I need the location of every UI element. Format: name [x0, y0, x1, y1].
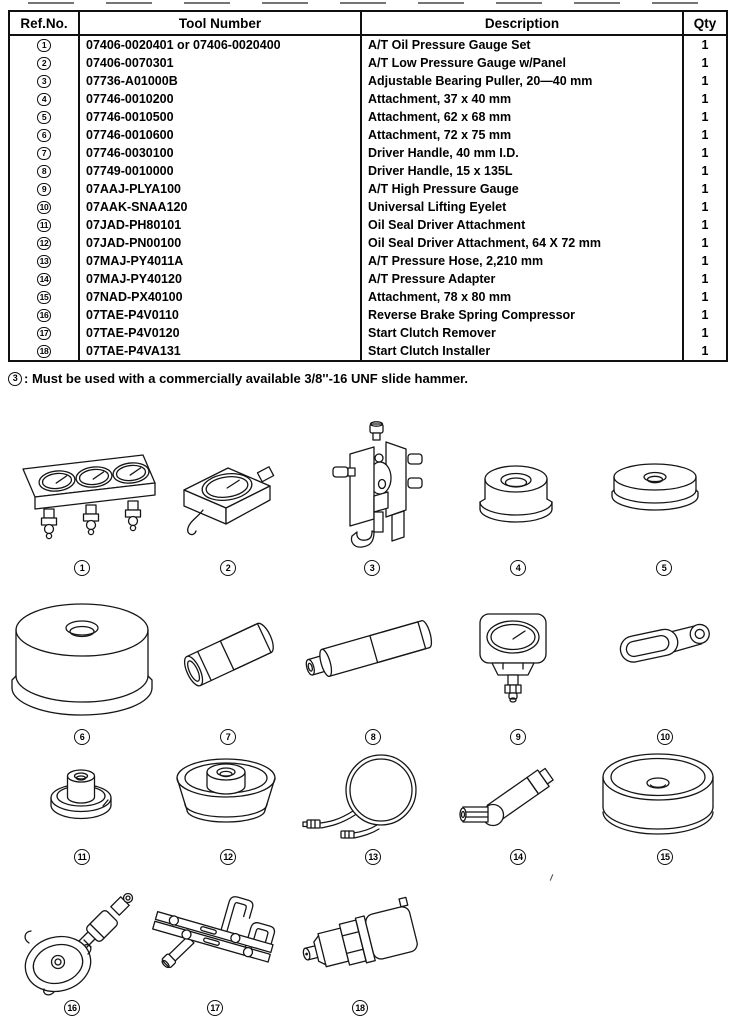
tool-qty: 1 [683, 126, 727, 144]
ref-badge: 3 [37, 75, 51, 89]
tool-qty: 1 [683, 54, 727, 72]
ref-badge: 1 [37, 39, 51, 53]
tool-description: Driver Handle, 40 mm I.D. [361, 144, 683, 162]
figure-11-label: 11 [74, 849, 90, 865]
table-row [9, 324, 727, 342]
oil-seal-driver-attachment-drawing [44, 756, 118, 828]
ref-badge: 10 [37, 201, 51, 215]
ref-badge: 13 [37, 255, 51, 269]
figure-2-label: 2 [220, 560, 236, 576]
tool-number: 07JAD-PH80101 [79, 216, 361, 234]
start-clutch-installer-drawing [296, 893, 422, 990]
ref-badge: 18 [37, 345, 51, 359]
special-tools-table [8, 10, 728, 362]
tool-description: Start Clutch Remover [361, 324, 683, 342]
figure-16-label: 16 [64, 1000, 80, 1016]
ref-badge: 14 [37, 273, 51, 287]
ref-badge: 17 [37, 327, 51, 341]
figure-18-label: 18 [352, 1000, 368, 1016]
figure-8-label: 8 [365, 729, 381, 745]
scan-stray-mark [550, 874, 554, 881]
figure-11-oil-seal-driver-attachment [44, 756, 118, 828]
ref-badge: 9 [37, 183, 51, 197]
figure-13-label: 13 [365, 849, 381, 865]
start-clutch-remover-drawing [146, 884, 280, 1002]
tool-qty: 1 [683, 162, 727, 180]
tool-number: 07MAJ-PY40120 [79, 270, 361, 288]
table-row [9, 72, 727, 90]
table-row [9, 162, 727, 180]
table-header-row [9, 11, 727, 35]
tool-number: 07AAJ-PLYA100 [79, 180, 361, 198]
figure-3-label: 3 [364, 560, 380, 576]
figure-14-at-pressure-adapter [458, 754, 568, 844]
tool-qty: 1 [683, 234, 727, 252]
ref-badge: 5 [37, 111, 51, 125]
tool-qty: 1 [683, 72, 727, 90]
adjustable-bearing-puller-drawing [330, 420, 426, 560]
tool-qty: 1 [683, 306, 727, 324]
figure-3-adjustable-bearing-puller [330, 420, 426, 560]
tool-description: Start Clutch Installer [361, 342, 683, 361]
table-row [9, 288, 727, 306]
figure-4-label: 4 [510, 560, 526, 576]
tool-number: 07AAK-SNAA120 [79, 198, 361, 216]
ref-badge: 11 [37, 219, 51, 233]
tool-qty: 1 [683, 180, 727, 198]
figure-17-start-clutch-remover [146, 884, 280, 1002]
tool-description: Attachment, 72 x 75 mm [361, 126, 683, 144]
footnote [8, 371, 468, 386]
attachment-37x40-drawing [476, 455, 556, 543]
tool-description: Attachment, 78 x 80 mm [361, 288, 683, 306]
tool-number: 07TAE-P4VA131 [79, 342, 361, 361]
tool-number: 07749-0010000 [79, 162, 361, 180]
tool-number: 07MAJ-PY4011A [79, 252, 361, 270]
figure-7-driver-handle-40mm [170, 604, 286, 706]
table-row [9, 306, 727, 324]
tool-description: A/T Pressure Hose, 2,210 mm [361, 252, 683, 270]
figure-8-driver-handle-15x135 [294, 596, 440, 706]
tool-qty: 1 [683, 144, 727, 162]
oil-seal-driver-attachment-64x72-drawing [172, 748, 280, 838]
tool-description: Attachment, 62 x 68 mm [361, 108, 683, 126]
table-row [9, 108, 727, 126]
figure-12-oil-seal-driver-attachment-64x72 [172, 748, 280, 838]
table-row [9, 252, 727, 270]
universal-lifting-eyelet-drawing [614, 612, 710, 676]
at-oil-pressure-gauge-set-drawing [15, 437, 165, 552]
figure-9-at-high-pressure-gauge [470, 606, 556, 702]
tool-description: Attachment, 37 x 40 mm [361, 90, 683, 108]
ref-badge: 4 [37, 93, 51, 107]
tool-description: Driver Handle, 15 x 135L [361, 162, 683, 180]
table-row [9, 198, 727, 216]
ref-badge: 7 [37, 147, 51, 161]
tool-number: 07746-0010600 [79, 126, 361, 144]
ref-badge: 12 [37, 237, 51, 251]
col-header-ref-no: Ref.No. [9, 11, 79, 35]
figure-9-label: 9 [510, 729, 526, 745]
ref-badge: 16 [37, 309, 51, 323]
figure-5-attachment-62x68 [608, 453, 702, 533]
figure-14-label: 14 [510, 849, 526, 865]
table-row [9, 180, 727, 198]
col-header-qty: Qty [683, 11, 727, 35]
table-row [9, 35, 727, 54]
ref-badge: 2 [37, 57, 51, 71]
ref-badge: 6 [37, 129, 51, 143]
tool-description: Reverse Brake Spring Compressor [361, 306, 683, 324]
table-row [9, 270, 727, 288]
figure-17-label: 17 [207, 1000, 223, 1016]
tool-qty: 1 [683, 324, 727, 342]
tool-number: 07746-0010200 [79, 90, 361, 108]
tool-qty: 1 [683, 342, 727, 361]
tool-number: 07NAD-PX40100 [79, 288, 361, 306]
tool-number: 07406-0070301 [79, 54, 361, 72]
figure-12-label: 12 [220, 849, 236, 865]
tool-qty: 1 [683, 90, 727, 108]
tool-description: Universal Lifting Eyelet [361, 198, 683, 216]
figure-16-reverse-brake-spring-compressor [16, 888, 138, 998]
figure-18-start-clutch-installer [296, 893, 422, 990]
figure-15-attachment-78x80 [598, 744, 718, 846]
figure-1-at-oil-pressure-gauge-set [15, 437, 165, 552]
figure-7-label: 7 [220, 729, 236, 745]
at-pressure-adapter-drawing [458, 754, 568, 844]
tool-qty: 1 [683, 35, 727, 54]
tool-qty: 1 [683, 108, 727, 126]
footnote-ref-badge: 3 [8, 372, 22, 386]
tool-description: Adjustable Bearing Puller, 20—40 mm [361, 72, 683, 90]
tool-qty: 1 [683, 198, 727, 216]
col-header-tool-number: Tool Number [79, 11, 361, 35]
figure-6-label: 6 [74, 729, 90, 745]
figure-4-attachment-37x40 [476, 455, 556, 543]
attachment-78x80-drawing [598, 744, 718, 846]
tool-qty: 1 [683, 216, 727, 234]
figure-5-label: 5 [656, 560, 672, 576]
table-row [9, 126, 727, 144]
tool-description: A/T Pressure Adapter [361, 270, 683, 288]
tool-description: Oil Seal Driver Attachment, 64 X 72 mm [361, 234, 683, 252]
attachment-62x68-drawing [608, 453, 702, 533]
tool-number: 07746-0010500 [79, 108, 361, 126]
driver-handle-40mm-drawing [170, 604, 286, 706]
table-row [9, 144, 727, 162]
tool-qty: 1 [683, 252, 727, 270]
ref-badge: 8 [37, 165, 51, 179]
figure-15-label: 15 [657, 849, 673, 865]
tool-number: 07TAE-P4V0120 [79, 324, 361, 342]
tool-description: Oil Seal Driver Attachment [361, 216, 683, 234]
tool-description: A/T Low Pressure Gauge w/Panel [361, 54, 683, 72]
table-row [9, 54, 727, 72]
at-pressure-hose-drawing [303, 748, 443, 848]
table-row [9, 90, 727, 108]
figure-10-label: 10 [657, 729, 673, 745]
footnote-text: : Must be used with a commercially available 3/8''-16 UNF slide hammer. [24, 371, 469, 386]
col-header-description: Description [361, 11, 683, 35]
tool-number: 07736-A01000B [79, 72, 361, 90]
tool-number: 07JAD-PN00100 [79, 234, 361, 252]
reverse-brake-spring-compressor-drawing [16, 888, 138, 998]
tool-qty: 1 [683, 288, 727, 306]
figure-10-universal-lifting-eyelet [614, 612, 710, 676]
driver-handle-15x135-drawing [294, 596, 440, 706]
attachment-72x75-drawing [8, 592, 156, 732]
table-row [9, 216, 727, 234]
figure-13-at-pressure-hose [303, 748, 443, 848]
table-row [9, 234, 727, 252]
table-row [9, 342, 727, 361]
tool-number: 07406-0020401 or 07406-0020400 [79, 35, 361, 54]
tool-qty: 1 [683, 270, 727, 288]
figure-2-at-low-pressure-gauge [170, 448, 280, 548]
tool-description: A/T Oil Pressure Gauge Set [361, 35, 683, 54]
tool-number: 07TAE-P4V0110 [79, 306, 361, 324]
figure-1-label: 1 [74, 560, 90, 576]
tool-description: A/T High Pressure Gauge [361, 180, 683, 198]
at-low-pressure-gauge-drawing [170, 448, 280, 548]
scan-artifact-line [28, 2, 712, 4]
ref-badge: 15 [37, 291, 51, 305]
tool-number: 07746-0030100 [79, 144, 361, 162]
figure-6-attachment-72x75 [8, 592, 156, 732]
at-high-pressure-gauge-drawing [470, 606, 556, 702]
